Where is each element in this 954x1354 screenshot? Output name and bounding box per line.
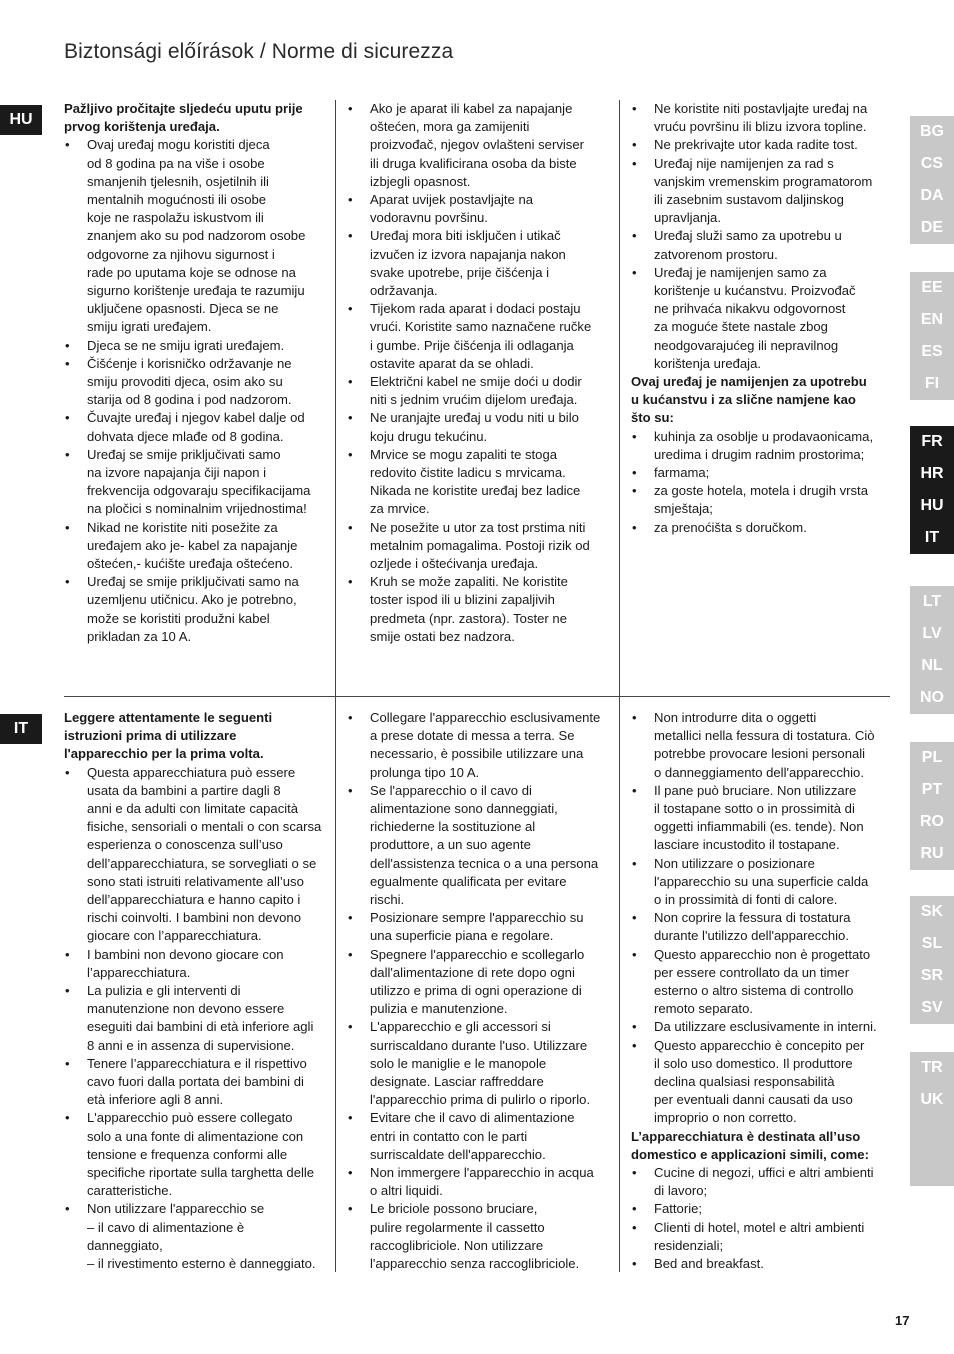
list-item: • Ne koristite niti postavljajte uređaj na vruću površinu ili blizu izvora topline. bbox=[632, 101, 868, 135]
list-item: • Ne posežite u utor za tost prstima niti metalnim pomagalima. Postoji rizik od ozljede i oštećivanja uređaja. bbox=[348, 519, 590, 572]
lang-tab-bg[interactable]: BG bbox=[920, 123, 944, 140]
lang-tab-sk[interactable]: SK bbox=[920, 903, 944, 920]
list-item: • Questo apparecchio è concepito per il solo uso domestico. Il produttore declina qualsiasi responsabilità per eventuali danni causati da uso improprio o non corretto. bbox=[632, 1037, 865, 1126]
list-item: • Clienti di hotel, motel e altri ambienti residenziali; bbox=[632, 1219, 865, 1253]
lang-tab-sv[interactable]: SV bbox=[921, 999, 943, 1016]
language-badge-hu: HU bbox=[0, 105, 42, 135]
it-list-1 bbox=[64, 764, 334, 1274]
list-item: • L'apparecchio può essere collegato solo a una fonte di alimentazione con tensione e frequenza conformi alle specifiche riportate sulla targhetta delle caratteristiche. bbox=[65, 1110, 315, 1199]
lang-tab-uk[interactable]: UK bbox=[920, 1091, 944, 1108]
column-divider bbox=[619, 697, 620, 1272]
list-item: • Tijekom rada aparat i dodaci postaju vrući. Koristite samo naznačene ručke i gumbe. Prije čišćenja ili odlaganja ostavite aparat da se ohladi. bbox=[348, 301, 592, 371]
list-item: • Uređaj služi samo za upotrebu u zatvorenom prostoru. bbox=[632, 228, 842, 262]
hu-list-3 bbox=[631, 100, 893, 373]
list-item: • Uređaj nije namijenjen za rad s vanjskim vremenskim programatorom ili zasebnim sustavom daljinskog upravljanja. bbox=[632, 155, 873, 226]
list-item: • Posizionare sempre l'apparecchio su una superficie piana e regolare. bbox=[348, 910, 584, 944]
list-item: • Evitare che il cavo di alimentazione entri in contatto con le parti surriscaldate dell'apparecchio. bbox=[348, 1110, 575, 1162]
lang-group-7 bbox=[910, 1052, 954, 1186]
lang-tab-sl[interactable]: SL bbox=[921, 935, 943, 952]
lang-tab-lt[interactable]: LT bbox=[922, 593, 942, 610]
lang-tab-pt[interactable]: PT bbox=[921, 781, 943, 798]
hu-column-3 bbox=[631, 100, 893, 537]
lang-group-5 bbox=[910, 742, 954, 870]
list-item: • Spegnere l'apparecchio e scollegarlo dall'alimentazione di rete dopo ogni utilizzo e prima di ogni operazione di pulizia e manutenzione. bbox=[348, 946, 585, 1017]
list-item: • Se l'apparecchio o il cavo di alimentazione sono danneggiati, richiederne la sostituzione al produttore, a un suo agente dell'assistenza tecnica o a una persona egualmente qualificata per evitare rischi. bbox=[348, 782, 599, 908]
hu-list-1 bbox=[64, 136, 334, 646]
list-item: • Uređaj je namijenjen samo za korištenje u kućanstvu. Proizvođač ne prihvaća nikakvu odgovornost za moguće štete nastale zbog neodgovarajućeg ili nepravilnog korištenja uređaja. bbox=[632, 264, 856, 371]
lang-tab-cs[interactable]: CS bbox=[920, 155, 944, 172]
list-item: • Uređaj mora biti isključen i utikač izvučen iz izvora napajanja nakon svake upotrebe, prije čišćenja i održavanja. bbox=[348, 228, 566, 299]
list-item: • Collegare l'apparecchio esclusivamente a prese dotate di messa a terra. Se necessario, è possibile utilizzare una prolunga tipo 10 A. bbox=[348, 710, 601, 780]
list-item: • Djeca se ne smiju igrati uređajem. bbox=[65, 337, 285, 353]
hu-column-2 bbox=[347, 100, 615, 646]
list-item: • kuhinja za osoblje u prodavaonicama, uredima i drugim radnim prostorima; bbox=[632, 428, 874, 462]
lang-tab-sr[interactable]: SR bbox=[920, 967, 944, 984]
lang-tab-ro[interactable]: RO bbox=[920, 813, 944, 830]
list-item: • Električni kabel ne smije doći u dodir niti s jednim vrućim dijelom uređaja. bbox=[348, 374, 582, 408]
lang-group-1 bbox=[910, 116, 954, 244]
list-item: • Non introdurre dita o oggetti metallici nella fessura di tostatura. Ciò potrebbe provocare lesioni personali o danneggiamento dell'apparecchio. bbox=[632, 710, 875, 780]
lang-tab-ee[interactable]: EE bbox=[921, 279, 943, 296]
list-item: • Ne prekrivajte utor kada radite tost. bbox=[632, 137, 858, 153]
list-item: • Non utilizzare o posizionare l'apparecchio su una superficie calda o in prossimità di fonti di calore. bbox=[632, 855, 869, 908]
list-item: • Le briciole possono bruciare, pulire regolarmente il cassetto raccoglibriciole. Non utilizzare l'apparecchio senza raccoglibriciole. bbox=[348, 1201, 580, 1272]
list-item: • Non coprire la fessura di tostatura durante l'utilizzo dell'apparecchio. bbox=[632, 910, 851, 944]
lang-tab-ru[interactable]: RU bbox=[920, 845, 944, 862]
it-usage-intro: L’apparecchiatura è destinata all’uso domestico e applicazioni simili, come: bbox=[631, 1128, 869, 1162]
lang-tab-da[interactable]: DA bbox=[920, 187, 944, 204]
list-item: • Mrvice se mogu zapaliti te stoga redovito čistite ladicu s mrvicama. Nikada ne koristite uređaj bez ladice za mrvice. bbox=[348, 446, 581, 517]
lang-group-6 bbox=[910, 896, 954, 1024]
list-item: • Čišćenje i korisničko održavanje ne smiju provoditi djeca, osim ako su starija od 8 godina i pod nadzorom. bbox=[65, 355, 292, 408]
list-item: • Kruh se može zapaliti. Ne koristite toster ispod ili u blizini zapaljivih predmeta (npr. zastora). Toster ne smije ostati bez nadzora. bbox=[348, 574, 568, 644]
page-title: Biztonsági előírások / Norme di sicurezza bbox=[64, 40, 454, 63]
lang-group-2 bbox=[910, 272, 954, 400]
language-badge-it: IT bbox=[0, 714, 42, 744]
lang-tab-de[interactable]: DE bbox=[920, 219, 944, 236]
lang-tab-tr[interactable]: TR bbox=[921, 1059, 943, 1076]
hu-intro: Pažljivo pročitajte sljedeću uputu prije prvog korištenja uređaja. bbox=[64, 101, 303, 135]
list-item: • Il pane può bruciare. Non utilizzare il tostapane sotto o in prossimità di oggetti infiammabili (es. tende). Non lasciare incustodito il tostapane. bbox=[632, 782, 864, 853]
list-item: • Questa apparecchiatura può essere usata da bambini a partire dagli 8 anni e da adulti con limitate capacità fisiche, sensoriali o mentali o con scarsa esperienza o conoscenza sull’uso dell’apparecchiatura, se sorvegliati o se sono stati istruiti relativamente all’uso dell’apparecchiatura e hanno capito i rischi coinvolti. I bambini non devono giocare con l’apparecchiatura. bbox=[65, 764, 322, 944]
lang-tab-hu[interactable]: HU bbox=[920, 497, 944, 514]
it-list-2 bbox=[347, 709, 615, 1273]
list-item: • Non utilizzare l'apparecchio se – il cavo di alimentazione è danneggiato, – il rivestimento esterno è danneggiato. bbox=[65, 1201, 316, 1272]
list-item: • Da utilizzare esclusivamente in interni. bbox=[632, 1019, 877, 1035]
column-divider bbox=[335, 100, 336, 696]
list-item: • farmama; bbox=[632, 465, 710, 481]
hu-column-1 bbox=[64, 100, 334, 646]
list-item: • Ovaj uređaj mogu koristiti djeca od 8 godina pa na više i osobe smanjenih tjelesnih, osjetilnih ili mentalnih mogućnosti ili osobe koje ne raspolažu iskustvom ili znanjem ako su pod nadzorom osobe odgovorne za njihovu sigurnost i rade po uputama koje se odnose na sigurno korištenje uređaja te razumiju uključene opasnosti. Djeca se ne smiju igrati uređajem. bbox=[65, 137, 306, 335]
column-divider bbox=[335, 697, 336, 1272]
list-item: • Ako je aparat ili kabel za napajanje oštećen, mora ga zamijeniti proizvođač, njegov ovlašteni serviser ili druga kvalificirana osoba da biste izbjegli opasnost. bbox=[348, 101, 584, 189]
it-usage-list bbox=[631, 1164, 893, 1273]
hu-usage-intro: Ovaj uređaj je namijenjen za upotrebu u kućanstvu i za slične namjene kao što su: bbox=[631, 374, 867, 426]
it-intro: Leggere attentamente le seguenti istruzioni prima di utilizzare l'apparecchio per la prima volta. bbox=[64, 710, 273, 762]
page-number: 17 bbox=[895, 1313, 910, 1328]
it-list-3 bbox=[631, 709, 893, 1128]
list-item: • Questo apparecchio non è progettato per essere controllato da un timer esterno o altro sistema di controllo remoto separato. bbox=[632, 946, 871, 1017]
lang-tab-it[interactable]: IT bbox=[924, 529, 940, 546]
list-item: • Uređaj se smije priključivati samo na izvore napajanja čiji napon i frekvencija odgovaraju specifikacijama na pločici s nominalnim vrijednostima! bbox=[65, 446, 311, 517]
list-item: • Non immergere l'apparecchio in acqua o altri liquidi. bbox=[348, 1165, 594, 1199]
lang-tab-pl[interactable]: PL bbox=[921, 749, 943, 766]
list-item: • Cucine di negozi, uffici e altri ambienti di lavoro; bbox=[632, 1165, 874, 1199]
list-item: • Tenere l’apparecchiatura e il rispettivo cavo fuori dalla portata dei bambini di età inferiore agli 8 anni. bbox=[65, 1055, 307, 1108]
list-item: • La pulizia e gli interventi di manutenzione non devono essere eseguiti dai bambini di età inferiore agli 8 anni e in assenza di supervisione. bbox=[65, 983, 314, 1053]
hu-list-2 bbox=[347, 100, 615, 646]
list-item: • za prenoćišta s doručkom. bbox=[632, 519, 807, 535]
list-item: • L'apparecchio e gli accessori si surriscaldano durante l'uso. Utilizzare solo le maniglie e le manopole designate. Lasciar raffreddare l'apparecchio prima di pulirlo o riporlo. bbox=[348, 1019, 591, 1108]
lang-group-3-active bbox=[910, 426, 954, 554]
list-item: • Fattorie; bbox=[632, 1201, 703, 1217]
list-item: • Čuvajte uređaj i njegov kabel dalje od dohvata djece mlađe od 8 godina. bbox=[65, 410, 305, 444]
lang-tab-hr[interactable]: HR bbox=[920, 465, 944, 482]
lang-tab-fi[interactable]: FI bbox=[924, 375, 940, 392]
list-item: • za goste hotela, motela i drugih vrsta smještaja; bbox=[632, 483, 868, 517]
lang-tab-en[interactable]: EN bbox=[920, 311, 944, 328]
hu-usage-list bbox=[631, 428, 893, 537]
column-divider bbox=[619, 100, 620, 696]
it-column-3 bbox=[631, 709, 893, 1273]
list-item: • I bambini non devono giocare con l’apparecchiatura. bbox=[65, 946, 284, 980]
lang-tab-nl[interactable]: NL bbox=[921, 657, 943, 674]
lang-tab-lv[interactable]: LV bbox=[922, 625, 942, 642]
section-divider bbox=[64, 696, 890, 697]
list-item: • Nikad ne koristite niti posežite za uređajem ako je- kabel za napajanje oštećen,- kućište uređaja oštećeno. bbox=[65, 519, 298, 572]
it-column-1 bbox=[64, 709, 334, 1273]
list-item: • Ne uranjajte uređaj u vodu niti u bilo koju drugu tekućinu. bbox=[348, 410, 579, 444]
it-column-2 bbox=[347, 709, 615, 1273]
lang-group-4 bbox=[910, 586, 954, 714]
lang-tab-fr[interactable]: FR bbox=[921, 433, 943, 450]
list-item: • Bed and breakfast. bbox=[632, 1256, 764, 1272]
list-item: • Uređaj se smije priključivati samo na uzemljenu utičnicu. Ako je potrebno, može se koristiti produžni kabel prikladan za 10 A. bbox=[65, 574, 299, 644]
lang-tab-es[interactable]: ES bbox=[921, 343, 943, 360]
list-item: • Aparat uvijek postavljajte na vodoravnu površinu. bbox=[348, 192, 534, 226]
lang-tab-no[interactable]: NO bbox=[920, 689, 944, 706]
